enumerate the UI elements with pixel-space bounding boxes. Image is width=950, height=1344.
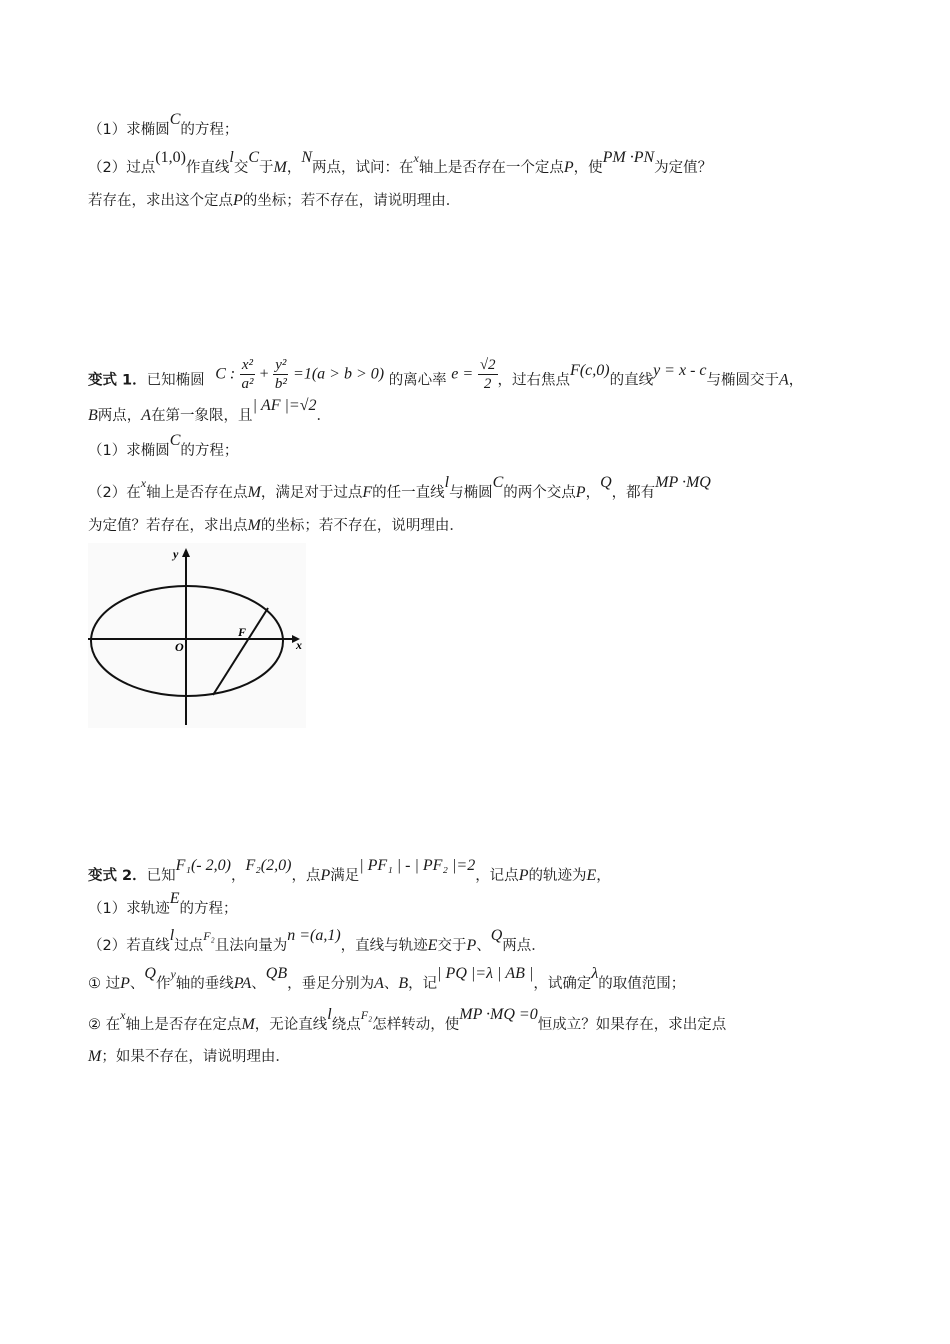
text: 为定值？若存在，求出点	[88, 518, 248, 534]
text: ，无论直线	[254, 1017, 328, 1033]
math-focus: F(c,0)	[570, 361, 610, 379]
variant2-sub1	[88, 965, 686, 994]
text: 的方程；	[180, 122, 239, 138]
text: 为定值？	[654, 160, 713, 176]
math-dot-product: MP ·MQ =0	[459, 1006, 538, 1023]
text: 两点，试问：在	[312, 160, 414, 176]
text: 、	[129, 976, 145, 992]
variant2-sub2-line2	[88, 1047, 290, 1067]
math-l: l	[444, 474, 450, 491]
math-dot-product: PM ·PN	[602, 149, 655, 166]
math-a: A	[374, 975, 384, 992]
math-a: A	[779, 371, 789, 389]
text: 的离心率	[388, 372, 447, 389]
math-x: x	[140, 476, 147, 490]
math-lambda: λ	[591, 965, 599, 982]
text: 作直线	[185, 160, 230, 176]
text: 怎样转动，使	[372, 1017, 460, 1033]
math-p: P	[518, 867, 529, 884]
math-m: M	[247, 484, 261, 501]
numerator: √2	[479, 357, 496, 373]
math-c: C :	[215, 365, 236, 383]
math-b: B	[398, 975, 409, 992]
math-dot-product: MP ·MQ	[655, 474, 711, 491]
text: ，直线与轨迹	[340, 938, 428, 954]
text: 、	[383, 976, 399, 992]
text: 与椭圆	[449, 485, 493, 501]
variant2-q1	[88, 890, 238, 919]
math-f1: F₁(- 2,0)	[175, 857, 231, 874]
variant2-intro	[88, 857, 611, 886]
text: ，使	[573, 160, 603, 176]
y-label: y	[173, 547, 179, 561]
text: 已知	[146, 868, 176, 884]
math-e: e =	[451, 365, 474, 383]
math-q: Q	[144, 965, 156, 982]
text: 若存在，求出这个定点	[88, 193, 233, 209]
math-p: P	[466, 937, 477, 954]
text: ② 在	[88, 1017, 121, 1033]
math-q: Q	[600, 474, 612, 491]
text: ① 过	[88, 976, 121, 992]
text: 的坐标；若不存在，说明理由．	[260, 518, 464, 534]
math-pa: PA	[233, 975, 252, 992]
math-x: x	[120, 1008, 126, 1022]
math-b: B	[88, 407, 98, 424]
math-y: y	[170, 967, 176, 981]
text: 的坐标；若不存在，请说明理由．	[242, 193, 461, 209]
text: ，过右焦点	[497, 372, 571, 389]
math-c: C	[169, 111, 181, 128]
text: 交于	[437, 938, 467, 954]
denominator: 2	[483, 376, 492, 392]
math-l: l	[169, 927, 175, 944]
text: ，点	[291, 868, 321, 884]
text: 的两个交点	[503, 485, 576, 501]
variant1-intro: 变式 1．已知椭圆 C : $\frac{\text{x²}}{\text{a²}}$ + $\frac{\text{y²}}{\text{b²}}$ =1(a > b > 0) 的离心率 e = $\frac{√2}{2}$ ，过右焦点F(c,0)的直线y = x - c与椭圆交于A，	[88, 357, 804, 392]
math-p: P	[233, 192, 243, 209]
fraction-ecc	[478, 356, 498, 393]
text: 在第一象限，且	[151, 408, 253, 424]
text: ，满足对于过点	[260, 485, 363, 501]
text: 的方程；	[179, 901, 238, 917]
problem0-q2-line2	[88, 191, 460, 211]
math-q: Q	[490, 927, 503, 944]
math-c: C	[492, 474, 504, 491]
math-f: F	[362, 484, 373, 501]
text: 的直线	[609, 372, 654, 389]
text: ．	[316, 408, 331, 424]
math-e: E	[586, 867, 597, 884]
text: ，记	[408, 976, 438, 992]
math-m: M	[273, 159, 287, 176]
text: 、	[476, 938, 491, 954]
text: 、	[251, 976, 266, 992]
text: （2）在	[88, 485, 141, 501]
math-c: C	[248, 149, 260, 166]
text: 轴上是否存在一个定点	[418, 160, 564, 176]
y-axis-arrow	[182, 548, 190, 557]
text: 恒成立？如果存在，求出定点	[537, 1017, 727, 1033]
variant2-q2	[88, 927, 546, 956]
x-label: x	[296, 638, 302, 652]
text: ，	[585, 485, 601, 501]
text: （1）求椭圆	[88, 443, 170, 459]
math-point: (1,0)	[155, 149, 186, 166]
text: （1）求轨迹	[88, 901, 170, 917]
variant1-q1	[88, 432, 239, 461]
math-condition: =1(a > b > 0)	[293, 365, 385, 383]
text: 的轨迹为	[528, 868, 587, 884]
text: 两点．	[502, 938, 546, 954]
text: 已知椭圆	[146, 372, 205, 389]
math-f2: F₂	[203, 929, 215, 943]
math-e: E	[427, 937, 438, 954]
math-condition: | PF₁ | - | PF₂ |=2	[359, 857, 476, 874]
math-f2: F₂(2,0)	[245, 857, 292, 874]
math-p: P	[120, 975, 130, 992]
math-l: l	[229, 149, 234, 166]
focus-label: F	[238, 625, 247, 639]
text: （2）若直线	[88, 938, 170, 954]
variant1-q2-line2	[88, 516, 464, 536]
math-n: N	[301, 149, 313, 166]
text: 于	[259, 160, 274, 176]
variant-label: 变式 1．	[88, 372, 147, 389]
text: 两点，	[97, 408, 142, 424]
fraction-y	[273, 356, 288, 393]
math-af: | AF |=√2	[252, 397, 317, 414]
text: ，	[286, 160, 302, 176]
text: 轴的垂线	[175, 976, 234, 992]
math-p: P	[563, 159, 574, 176]
text: （1）求椭圆	[88, 122, 170, 138]
text: ，记点	[475, 868, 519, 884]
text: 绕点	[331, 1017, 361, 1033]
math-line-eq: y = x - c	[653, 361, 707, 379]
math-c: C	[169, 432, 181, 449]
math-ratio: | PQ |=λ | AB |	[437, 965, 534, 982]
text: 轴上是否存在点	[146, 485, 248, 501]
problem0-q1	[88, 111, 239, 140]
text: 满足	[330, 868, 360, 884]
text: ，试确定	[533, 976, 592, 992]
math-m: M	[88, 1048, 102, 1065]
chord-line	[213, 608, 268, 695]
math-m: M	[247, 517, 261, 534]
ellipse-equation: C : $\frac{\text{x²}}{\text{a²}}$ + $\frac{\text{y²}}{\text{b²}}$ =1(a > b > 0)	[215, 357, 385, 392]
text: 轴上是否存在定点	[125, 1017, 242, 1033]
text: ，	[596, 868, 611, 884]
math-e: E	[169, 890, 180, 907]
variant1-line2	[88, 397, 331, 426]
text: （2）过点	[88, 160, 156, 176]
problem0-q2	[88, 149, 713, 178]
text: 过点	[174, 938, 204, 954]
variant-label: 变式 2．	[88, 868, 147, 884]
math-f2: F₂	[360, 1008, 373, 1022]
text: ；如果不存在，请说明理由．	[101, 1049, 290, 1065]
fraction-x	[240, 356, 255, 393]
variant1-q2	[88, 474, 711, 503]
text: 与椭圆交于	[706, 372, 780, 389]
text: 且法向量为	[214, 938, 288, 954]
eccentricity	[451, 356, 497, 393]
numerator: y²	[275, 357, 287, 373]
text: ，垂足分别为	[287, 976, 375, 992]
math-normal-vector: n =(a,1)	[287, 927, 341, 944]
text: 的取值范围；	[598, 976, 686, 992]
math-p: P	[320, 867, 331, 884]
text: 的任一直线	[372, 485, 445, 501]
math-qb: QB	[265, 965, 288, 982]
math-p: P	[575, 484, 586, 501]
math-x: x	[413, 151, 419, 165]
ellipse-figure	[88, 543, 306, 728]
text: 的方程；	[180, 443, 239, 459]
math-m: M	[241, 1016, 255, 1033]
numerator: x²	[241, 357, 254, 373]
math-a: A	[141, 407, 152, 424]
text: 作	[155, 976, 171, 992]
text: ，都有	[611, 485, 656, 501]
variant2-sub2	[88, 1006, 727, 1035]
denominator: b²	[274, 376, 287, 392]
text: ，	[230, 868, 246, 884]
text: 交	[233, 160, 249, 176]
math-l: l	[327, 1006, 332, 1023]
origin-label: O	[175, 640, 184, 654]
denominator: a²	[241, 376, 254, 392]
